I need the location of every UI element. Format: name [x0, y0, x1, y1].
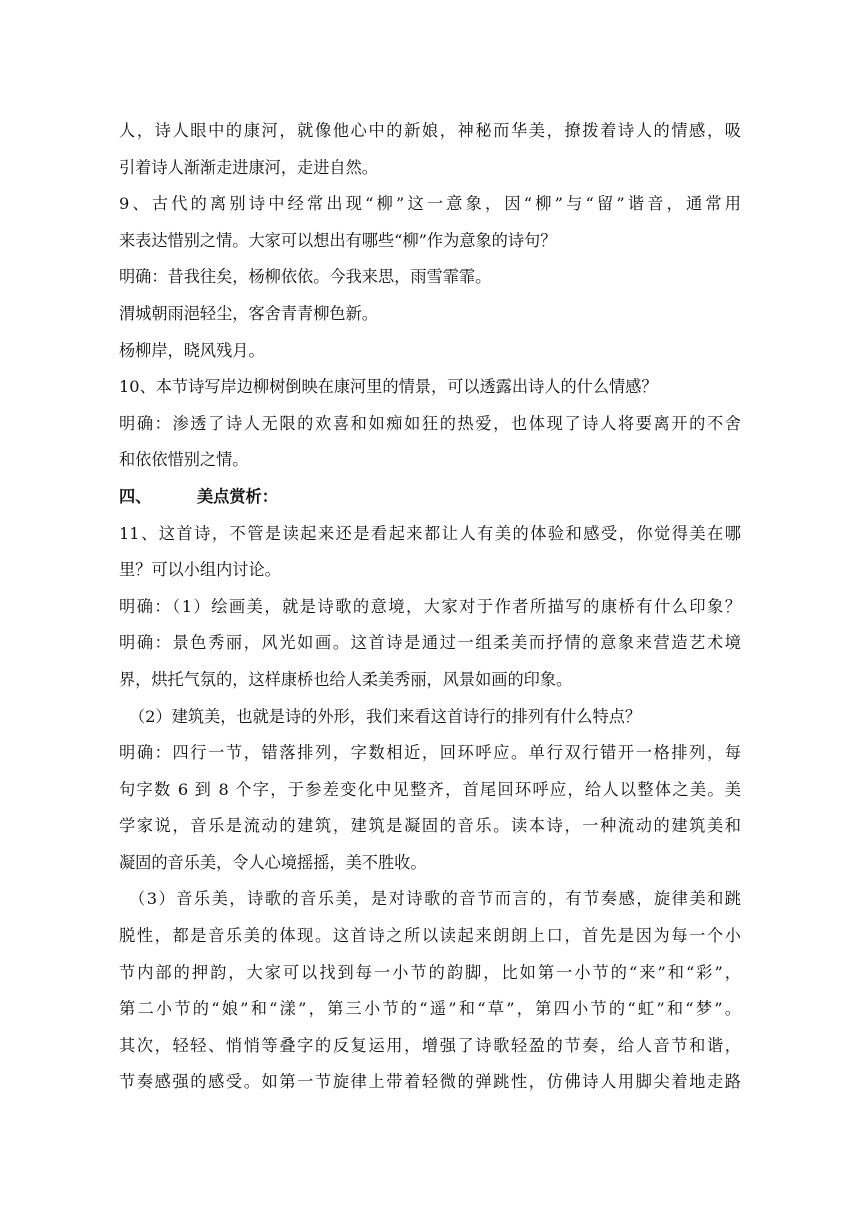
document-body: [119, 113, 741, 1101]
poem-line: 渭城朝雨浥轻尘，客舍青青柳色新。: [119, 303, 378, 323]
text-line: 第二小节的“娘”和“漾”，第三小节的“遥”和“草”，第四小节的“虹”和“梦”。: [119, 999, 741, 1019]
answer-line: 明确：景色秀丽，风光如画。这首诗是通过一组柔美而抒情的意象来营造艺术境: [119, 633, 741, 653]
answer-line: 明确：（1）绘画美，就是诗歌的意境，大家对于作者所描写的康桥有什么印象？: [119, 596, 741, 616]
text-line: 其次，轻轻、悄悄等叠字的反复运用，增强了诗歌轻盈的节奏，给人音节和谐，: [119, 1035, 741, 1055]
answer-line: 明确：四行一节，错落排列，字数相近，回环呼应。单行双行错开一格排列，每: [119, 743, 741, 763]
point-2-line: （2）建筑美，也就是诗的外形，我们来看这首诗行的排列有什么特点？: [129, 706, 642, 726]
text-line: 引着诗人渐渐走进康河，走进自然。: [119, 157, 378, 177]
poem-line: 杨柳岸，晓风残月。: [119, 340, 265, 360]
text-line: 脱性，都是音乐美的体现。这首诗之所以读起来朗朗上口，首先是因为每一个小: [119, 926, 741, 946]
text-line: 句字数 6 到 8 个字，于参差变化中见整齐，首尾回环呼应，给人以整体之美。美: [119, 779, 741, 799]
text-line: 界，烘托气氛的，这样康桥也给人柔美秀丽，风景如画的印象。: [119, 669, 573, 689]
text-line: 来表达惜别之情。大家可以想出有哪些“柳”作为意象的诗句？: [119, 230, 557, 250]
section-title: 美点赏析：: [197, 486, 278, 506]
text-line: 节内部的押韵，大家可以找到每一小节的韵脚，比如第一小节的“来”和“彩”，: [119, 962, 741, 982]
section-heading: [119, 479, 741, 516]
section-number: 四、: [119, 486, 152, 506]
text-line: 凝固的音乐美，令人心境摇摇，美不胜收。: [119, 852, 427, 872]
point-3-line: （3）音乐美，诗歌的音乐美，是对诗歌的音节而言的，有节奏感，旋律美和跳: [129, 889, 741, 909]
text-line: 人，诗人眼中的康河，就像他心中的新娘，神秘而华美，撩拨着诗人的情感，吸: [119, 121, 741, 140]
answer-line: 明确：昔我往矣，杨柳依依。今我来思，雨雪霏霏。: [119, 267, 492, 287]
text-line: 和依依惜别之情。: [119, 450, 249, 470]
question-11-line: 11、这首诗，不管是读起来还是看起来都让人有美的体验和感受，你觉得美在哪: [119, 523, 741, 543]
answer-line: 明确：渗透了诗人无限的欢喜和如痴如狂的热爱，也体现了诗人将要离开的不舍: [119, 413, 741, 433]
text-line: 节奏感强的感受。如第一节旋律上带着轻微的弹跳性，仿佛诗人用脚尖着地走路: [119, 1072, 741, 1092]
text-line: 里？可以小组内讨论。: [119, 560, 281, 580]
text-line: 学家说，音乐是流动的建筑，建筑是凝固的音乐。读本诗，一种流动的建筑美和: [119, 816, 741, 836]
question-10-line: 10、本节诗写岸边柳树倒映在康河里的情景，可以透露出诗人的什么情感？: [119, 377, 658, 397]
question-9-line: 9、古代的离别诗中经常出现“柳”这一意象，因“柳”与“留”谐音，通常用: [119, 194, 741, 214]
